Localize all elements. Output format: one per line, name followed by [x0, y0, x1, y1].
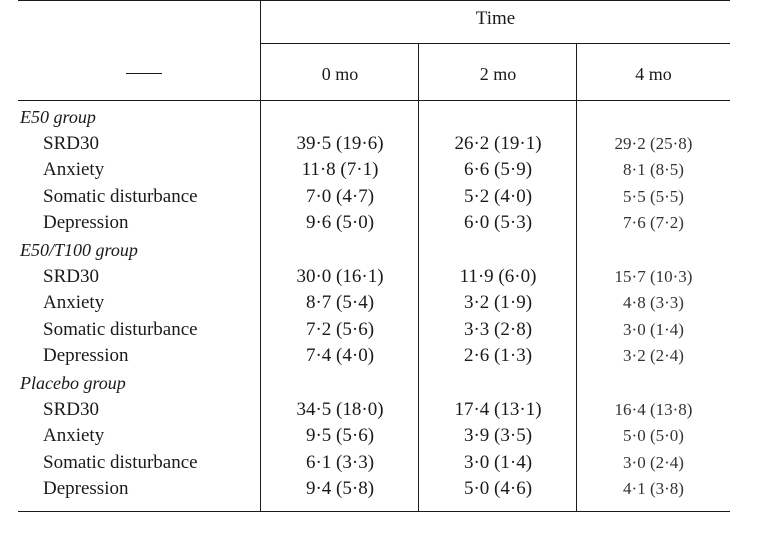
group-row — [18, 370, 730, 396]
row-label: Depression — [43, 345, 129, 367]
table-row — [18, 264, 730, 290]
table-cell: 5·5 (5·5) — [623, 186, 684, 206]
row-label: Anxiety — [43, 159, 105, 181]
table-row — [18, 450, 730, 476]
data-table — [18, 0, 730, 520]
table-cell: 7·2 (5·6) — [305, 318, 375, 340]
table-cell: 8·7 (5·4) — [305, 292, 375, 314]
table-cell: 16·4 (13·8) — [614, 399, 693, 419]
header-rule — [18, 100, 730, 101]
table-cell: 5·0 (5·0) — [623, 426, 684, 446]
table-cell: 17·4 (13·1) — [454, 398, 542, 420]
group-label: E50 group — [20, 107, 96, 127]
table-row — [18, 210, 730, 236]
table-cell: 9·5 (5·6) — [305, 425, 375, 447]
table-cell: 7·0 (4·7) — [305, 185, 375, 207]
table-cell: 7·4 (4·0) — [305, 345, 375, 367]
row-label: Somatic disturbance — [43, 318, 198, 340]
table-row — [18, 184, 730, 210]
row-label: Somatic disturbance — [43, 451, 198, 473]
group-row — [18, 237, 730, 263]
table-cell: 4·1 (3·8) — [623, 479, 684, 499]
table-cell: 8·1 (8·5) — [623, 160, 684, 180]
table-row — [18, 423, 730, 449]
table-row — [18, 131, 730, 157]
row-label: SRD30 — [43, 132, 99, 154]
table-cell: 3·2 (2·4) — [623, 346, 684, 366]
row-label: Anxiety — [43, 292, 105, 314]
table-row — [18, 157, 730, 183]
table-cell: 2·6 (1·3) — [463, 345, 533, 367]
table-cell: 5·2 (4·0) — [463, 185, 533, 207]
table-cell: 3·0 (1·4) — [463, 451, 533, 473]
row-label: Depression — [43, 212, 129, 234]
table-cell: 15·7 (10·3) — [614, 266, 693, 286]
table-cell: 3·3 (2·8) — [463, 318, 533, 340]
row-label: Somatic disturbance — [43, 185, 198, 207]
table-cell: 3·0 (1·4) — [623, 319, 684, 339]
table-row — [18, 397, 730, 423]
table-cell: 4·8 (3·3) — [623, 293, 684, 313]
column-header-4mo: 4 mo — [635, 64, 672, 84]
row-label: SRD30 — [43, 398, 99, 420]
table-cell: 9·4 (5·8) — [305, 478, 375, 500]
table-cell: 6·1 (3·3) — [305, 451, 375, 473]
row-label: SRD30 — [43, 265, 99, 287]
table-cell: 30·0 (16·1) — [296, 265, 384, 287]
table-cell: 29·2 (25·8) — [614, 133, 693, 153]
stub-header-dash — [126, 73, 162, 74]
bottom-rule — [18, 511, 730, 512]
row-label: Depression — [43, 478, 129, 500]
table-cell: 34·5 (18·0) — [296, 398, 384, 420]
group-row — [18, 104, 730, 130]
top-rule — [18, 0, 730, 1]
table-cell: 3·9 (3·5) — [463, 425, 533, 447]
table-cell: 11·8 (7·1) — [301, 159, 379, 181]
table-cell: 3·2 (1·9) — [463, 292, 533, 314]
table-cell: 5·0 (4·6) — [463, 478, 533, 500]
group-label: Placebo group — [20, 373, 126, 393]
column-header-2mo: 2 mo — [479, 64, 517, 84]
table-row — [18, 343, 730, 369]
row-label: Anxiety — [43, 425, 105, 447]
table-cell: 9·6 (5·0) — [305, 212, 375, 234]
table-cell: 3·0 (2·4) — [623, 452, 684, 472]
time-underline — [261, 43, 730, 44]
group-label: E50/T100 group — [20, 240, 138, 260]
table-cell: 39·5 (19·6) — [296, 132, 384, 154]
table-cell: 6·0 (5·3) — [463, 212, 533, 234]
table-row — [18, 317, 730, 343]
table-cell: 6·6 (5·9) — [463, 159, 533, 181]
table-cell: 26·2 (19·1) — [454, 132, 542, 154]
table-row — [18, 290, 730, 316]
table-cell: 11·9 (6·0) — [459, 265, 537, 287]
table-row — [18, 476, 730, 502]
table-cell: 7·6 (7·2) — [623, 213, 684, 233]
column-header-0mo: 0 mo — [321, 64, 359, 84]
time-header: Time — [475, 8, 516, 29]
